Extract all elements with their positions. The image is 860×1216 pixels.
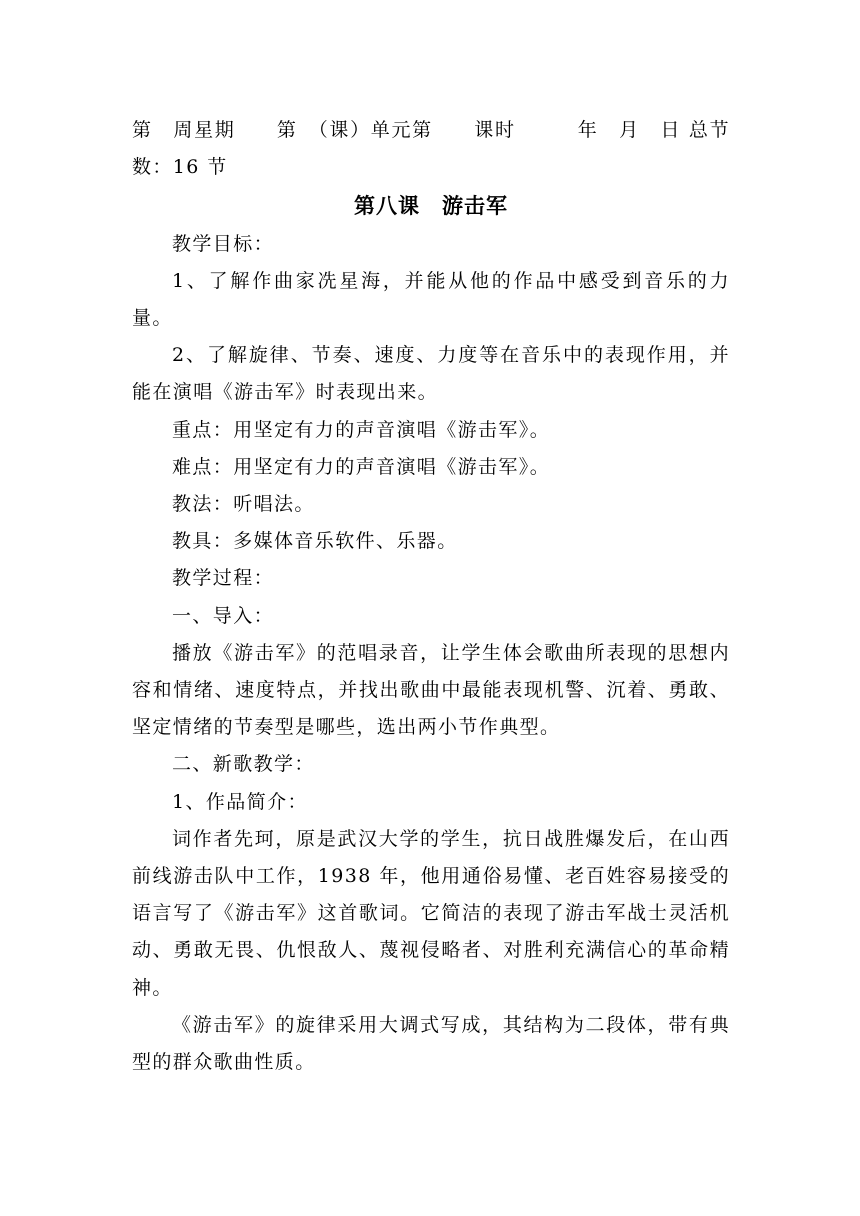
paragraph-objective-2: 2、了解旋律、节奏、速度、力度等在音乐中的表现作用，并能在演唱《游击军》时表现出来。 xyxy=(132,344,730,404)
lesson-header-line: 第 周星期 第 （课）单元第 课时 年 月 日 总节数：16 节 xyxy=(132,119,730,179)
paragraph-melody-body: 《游击军》的旋律采用大调式写成，其结构为二段体，带有典型的群众歌曲性质。 xyxy=(132,1013,730,1074)
paragraph-objectives-heading: 教学目标： xyxy=(172,232,275,255)
paragraph-new-song-heading: 二、新歌教学： xyxy=(172,753,315,776)
paragraph-objective-1: 1、了解作曲家冼星海，并能从他的作品中感受到音乐的力量。 xyxy=(132,269,730,330)
paragraph-intro-body: 播放《游击军》的范唱录音，让学生体会歌曲所表现的思想内容和情绪、速度特点，并找出歌曲中最能表现机警、沉着、勇敢、坚定情绪的节奏型是哪些，选出两小节作典型。 xyxy=(132,641,730,739)
paragraph-work-intro-heading: 1、作品简介： xyxy=(172,790,308,813)
paragraph-difficulty: 难点：用坚定有力的声音演唱《游击军》。 xyxy=(172,455,551,478)
paragraph-lyricist-body: 词作者先珂，原是武汉大学的学生，抗日战胜爆发后，在山西前线游击队中工作，1938 年，他用通俗易懂、老百姓容易接受的语言写了《游击军》这首歌词。它简洁的表现了游击军战士灵活机动、勇敢无畏、仇恨敌人、蔑视侵略者、对胜利充满信心的革命精神。 xyxy=(132,827,730,999)
paragraph-intro-heading: 一、导入： xyxy=(172,604,275,627)
paragraph-process-heading: 教学过程： xyxy=(172,567,275,590)
document-body xyxy=(132,112,730,1081)
paragraph-method: 教法：听唱法。 xyxy=(172,493,315,516)
lesson-title: 第八课 游击军 xyxy=(354,194,508,219)
paragraph-key-point: 重点：用坚定有力的声音演唱《游击军》。 xyxy=(172,418,551,441)
paragraph-tools: 教具：多媒体音乐软件、乐器。 xyxy=(172,530,458,553)
